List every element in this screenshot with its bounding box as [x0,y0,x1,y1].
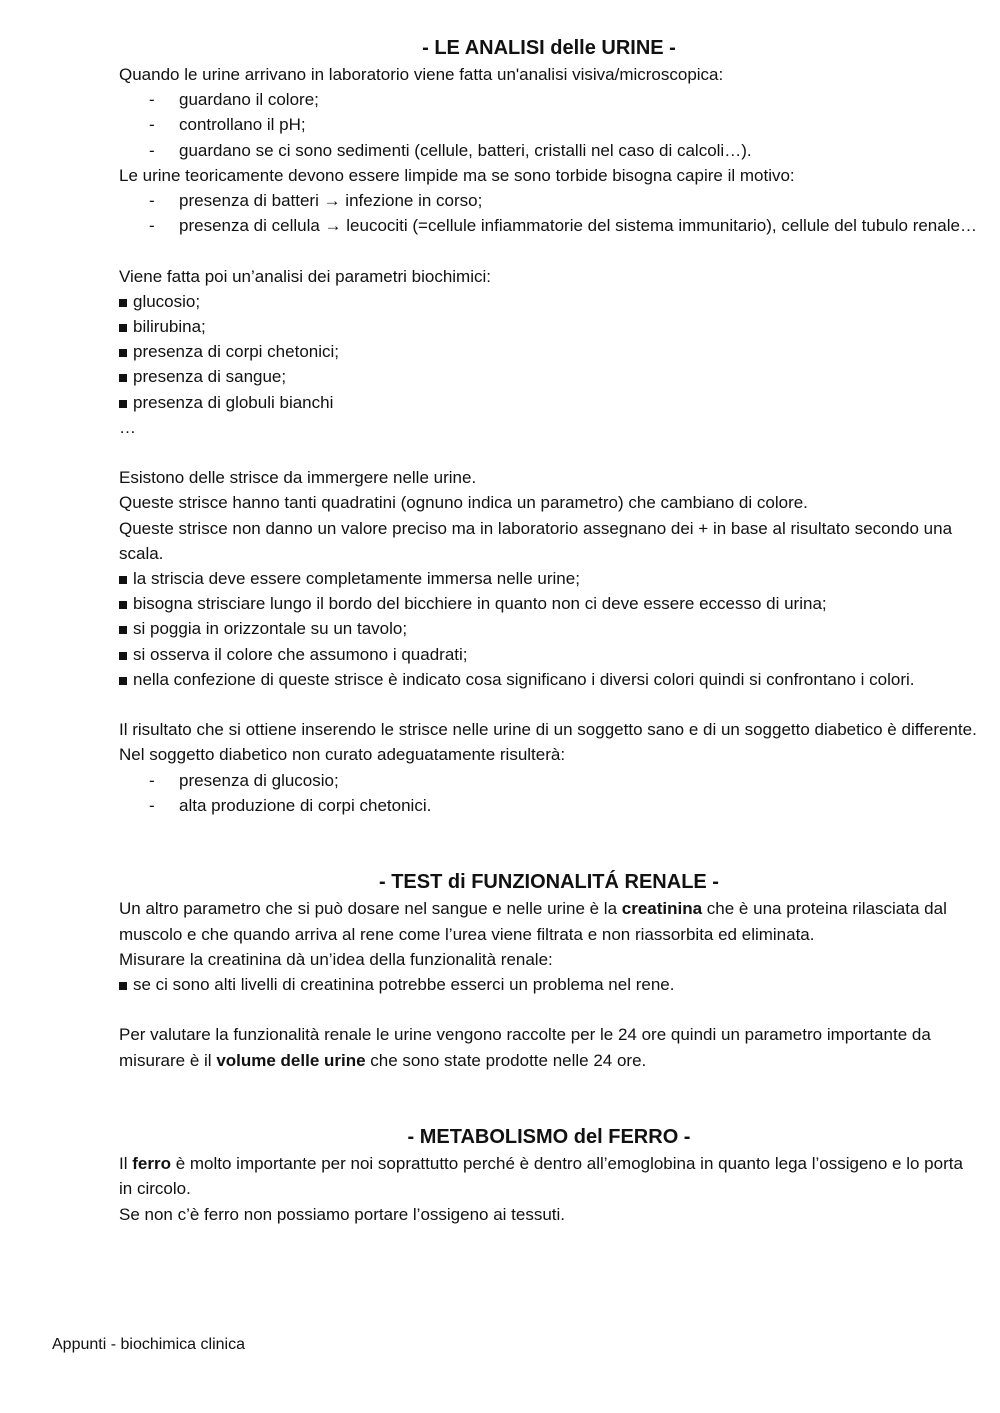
renal-bullets-list [119,972,979,997]
list-item: bilirubina; [119,314,979,339]
ellipsis: … [119,417,136,437]
list-item: presenza di sangue; [119,364,979,389]
paragraph: Le urine teoricamente devono essere limpide ma se sono torbide bisogna capire il motivo: [119,165,795,185]
document-page [119,34,979,1227]
paragraph: Il risultato che si ottiene inserendo le strisce nelle urine di un soggetto sano e di un soggetto diabetico è differente. [119,720,977,740]
paragraph: Queste strisce hanno tanti quadratini (ognuno indica un parametro) che cambiano di colore. [119,493,808,513]
biochem-params-list [119,289,979,415]
list-item: - alta produzione di corpi chetonici. [119,793,979,818]
visual-checks-list [119,87,979,163]
bold-term: volume delle urine [216,1050,366,1070]
list-item: bisogna strisciare lungo il bordo del bicchiere in quanto non ci deve essere eccesso di urina; [119,591,979,616]
list-item: se ci sono alti livelli di creatinina potrebbe esserci un problema nel rene. [119,972,979,997]
list-item: la striscia deve essere completamente immersa nelle urine; [119,566,979,591]
paragraph: Per valutare la funzionalità renale le urine vengono raccolte per le 24 ore quindi un parametro importante da misurare è il volume delle urine che sono state prodotte nelle 24 ore. [119,1025,931,1070]
paragraph: Queste strisce non danno un valore preciso ma in laboratorio assegnano dei + in base al risultato secondo una scala. [119,518,953,563]
list-item: presenza di corpi chetonici; [119,339,979,364]
list-item: glucosio; [119,289,979,314]
paragraph: Quando le urine arrivano in laboratorio viene fatta un'analisi visiva/microscopica: [119,65,724,84]
list-item: si osserva il colore che assumono i quadrati; [119,642,979,667]
paragraph: Viene fatta poi un’analisi dei parametri biochimici: [119,266,491,286]
paragraph: Il ferro è molto importante per noi soprattutto perché è dentro all’emoglobina in quanto lega l’ossigeno e lo porta in circolo. [119,1154,963,1199]
bold-term: ferro [132,1154,171,1174]
section-title-renal: - TEST di FUNZIONALITÁ RENALE - [379,871,719,894]
list-item: - presenza di batteri → infezione in corso; [119,188,979,213]
turbid-causes-list [119,188,979,238]
paragraph: Se non c’è ferro non possiamo portare l’ossigeno ai tessuti. [119,1204,566,1224]
paragraph: Misurare la creatinina dà un’idea della funzionalità renale: [119,949,553,969]
section-title-iron: - METABOLISMO del FERRO - [407,1126,691,1149]
list-item: si poggia in orizzontale su un tavolo; [119,616,979,641]
list-item: - presenza di glucosio; [119,768,979,793]
list-item: presenza di globuli bianchi [119,390,979,415]
paragraph: Un altro parametro che si può dosare nel sangue e nelle urine è la creatinina che è una proteina rilasciata dal muscolo e che quando arriva al rene come l’urea viene filtrata e non riassorbita ed eliminata. [119,899,947,944]
paragraph: Esistono delle strisce da immergere nelle urine. [119,468,477,488]
diabetic-results-list [119,768,979,818]
list-item: - controllano il pH; [119,112,979,137]
list-item: - presenza di cellula → leucociti (=cellule infiammatorie del sistema immunitario), cellule del tubulo renale… [119,213,979,238]
section-title-urine: - LE ANALISI delle URINE - [422,37,676,59]
list-item: - guardano se ci sono sedimenti (cellule, batteri, cristalli nel caso di calcoli…). [119,138,979,163]
paragraph: Nel soggetto diabetico non curato adeguatamente risulterà: [119,745,566,765]
strip-steps-list [119,566,979,692]
list-item: - guardano il colore; [119,87,979,112]
page-footer: Appunti - biochimica clinica [52,1336,245,1353]
list-item: nella confezione di queste strisce è indicato cosa significano i diversi colori quindi si confrontano i colori. [119,667,979,692]
bold-term: creatinina [621,899,703,919]
